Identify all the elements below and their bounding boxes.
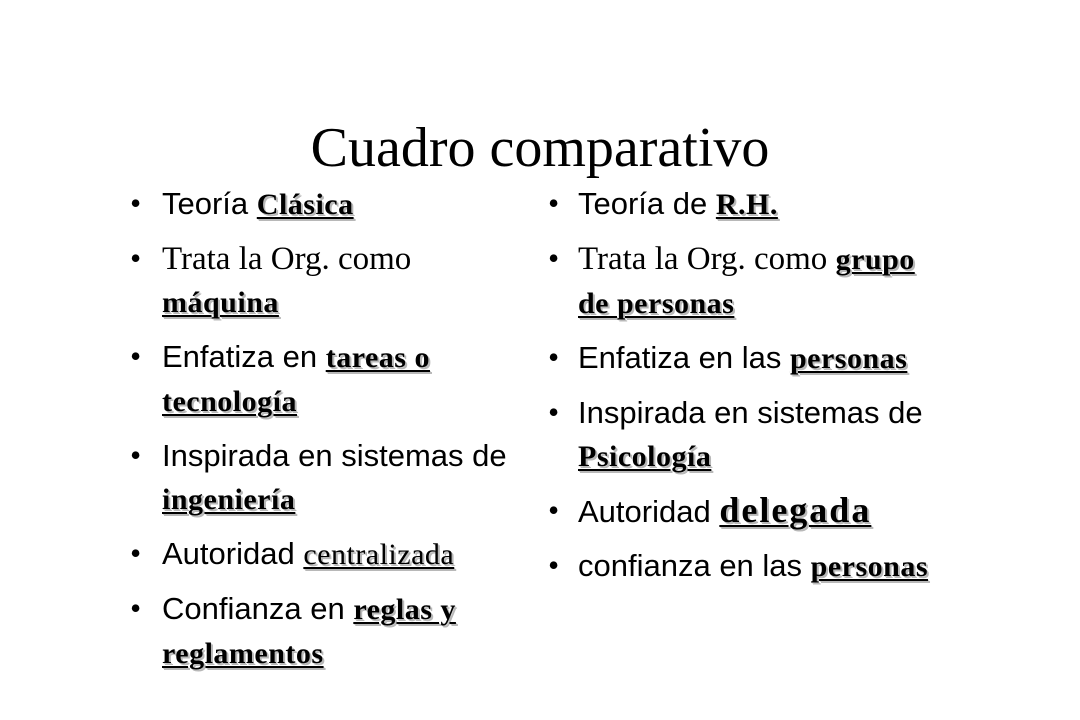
item-emphasis: Psicología — [578, 440, 712, 473]
list-item — [130, 587, 510, 675]
left-column-list — [130, 182, 510, 686]
bullet-icon: • — [130, 240, 142, 276]
item-emphasis: tareas o tecnología — [162, 341, 430, 418]
item-emphasis: grupo de personas — [578, 243, 915, 320]
item-text: Enfatiza en — [162, 339, 326, 374]
item-text: Teoría de — [578, 186, 716, 221]
item-emphasis: centralizada — [303, 538, 455, 571]
bullet-icon: • — [548, 339, 560, 375]
item-emphasis: personas — [810, 550, 929, 583]
list-item — [548, 336, 928, 380]
slide-title: Cuadro comparativo — [310, 117, 770, 179]
list-item — [130, 434, 510, 521]
bullet-icon: • — [130, 437, 142, 473]
item-emphasis: ingeniería — [162, 483, 296, 516]
item-emphasis: R.H. — [715, 188, 778, 221]
bullet-icon: • — [548, 240, 560, 276]
list-item — [130, 182, 510, 226]
bullet-icon: • — [548, 185, 560, 221]
item-text: Autoridad — [162, 536, 304, 571]
list-item — [548, 182, 928, 226]
bullet-icon: • — [130, 535, 142, 571]
item-text: Inspirada en sistemas de — [162, 438, 507, 473]
item-text: Confianza en — [162, 591, 354, 626]
item-text: Autoridad — [578, 494, 720, 529]
item-text: Trata la Org. como — [578, 241, 836, 277]
bullet-icon: • — [548, 492, 560, 528]
list-item — [548, 391, 928, 478]
item-emphasis: reglas y reglamentos — [162, 593, 456, 670]
bullet-icon: • — [130, 185, 142, 221]
bullet-icon: • — [130, 590, 142, 626]
bullet-icon: • — [130, 338, 142, 374]
item-text: Inspirada en sistemas de — [578, 395, 923, 430]
bullet-icon: • — [548, 394, 560, 430]
item-emphasis: personas — [789, 342, 908, 375]
item-text: confianza en las — [578, 548, 811, 583]
item-emphasis: máquina — [162, 286, 279, 319]
list-item — [130, 237, 510, 324]
list-item — [130, 532, 510, 576]
item-text: Teoría — [162, 186, 257, 221]
list-item — [548, 489, 928, 533]
item-text: Enfatiza en las — [578, 340, 790, 375]
list-item — [548, 237, 928, 325]
item-emphasis: delegada — [719, 490, 872, 530]
list-item — [548, 544, 928, 588]
item-text: Trata la Org. como — [162, 241, 412, 277]
bullet-icon: • — [548, 547, 560, 583]
item-emphasis: Clásica — [256, 188, 354, 221]
right-column-list — [548, 182, 928, 599]
list-item — [130, 335, 510, 423]
